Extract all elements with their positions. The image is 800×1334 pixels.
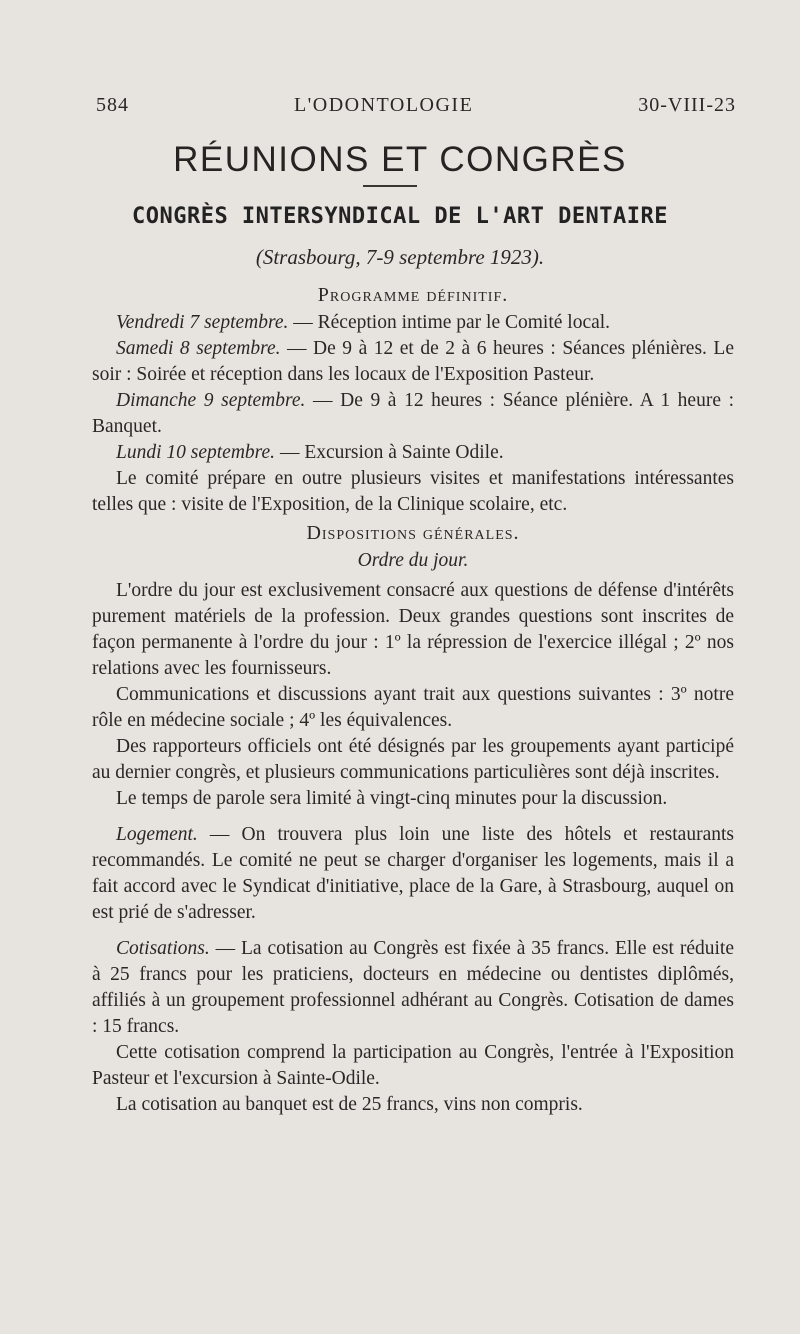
issue-date: 30-VIII-23 bbox=[638, 94, 736, 116]
programme-item: Samedi 8 septembre. — De 9 à 12 et de 2 à 6 heures : Séances plénières. Le soir : Soirée et réception dans les locaux de l'Exposition Pasteur. bbox=[92, 338, 735, 385]
paragraph: Cette cotisation comprend la participation au Congrès, l'entrée à l'Exposition Pasteur et l'excursion à Sainte-Odile. bbox=[92, 1042, 734, 1089]
title-rule bbox=[363, 185, 417, 187]
running-header bbox=[96, 94, 736, 117]
programme-day: Vendredi 7 septembre. bbox=[116, 312, 289, 333]
dispositions-heading: Dispositions générales. bbox=[306, 522, 520, 544]
journal-name: L'ODONTOLOGIE bbox=[293, 94, 474, 116]
section-title: RÉUNIONS ET CONGRÈS bbox=[173, 140, 627, 179]
logement-label: Logement. bbox=[116, 824, 198, 845]
programme-note: Le comité prépare en outre plusieurs visites et manifestations intéressantes telles que : visite de l'Exposition, de la Clinique scolaire, etc. bbox=[92, 468, 734, 515]
programme-item: Dimanche 9 septembre. — De 9 à 12 heures : Séance plénière. A 1 heure : Banquet. bbox=[92, 390, 734, 437]
paragraph: Des rapporteurs officiels ont été désignés par les groupements ayant participé au dernier congrès, et plusieurs communications particulières sont déjà inscrites. bbox=[92, 736, 734, 783]
paragraph: Le temps de parole sera limité à vingt-cinq minutes pour la discussion. bbox=[116, 788, 668, 809]
logement-paragraph: Logement. — On trouvera plus loin une liste des hôtels et restaurants recommandés. Le comité ne peut se charger d'organiser les logements, mais il a fait accord avec le Syndicat d'initiative, place de la Gare, à Strasbourg, auquel on est prié de s'adresser. bbox=[92, 824, 734, 923]
page-number: 584 bbox=[96, 94, 129, 116]
programme-day: Lundi 10 septembre. bbox=[116, 442, 276, 463]
programme-item: Lundi 10 septembre. — Excursion à Sainte Odile. bbox=[116, 442, 504, 463]
ordre-du-jour-heading: Ordre du jour. bbox=[357, 550, 469, 571]
programme-heading: Programme définitif. bbox=[317, 284, 509, 306]
paragraph: L'ordre du jour est exclusivement consacré aux questions de défense d'intérêts purement matériels de la profession. Deux grandes questions sont inscrites de façon permanente à l'ordre du jour : 1º la répression de l'exercice illégal ; 2º nos relations avec les fournisseurs. bbox=[92, 580, 734, 679]
cotisations-label: Cotisations. bbox=[116, 938, 210, 959]
cotisations-paragraph: Cotisations. — La cotisation au Congrès est fixée à 35 francs. Elle est réduite à 25 francs pour les praticiens, docteurs en médecine ou dentistes diplômés, affiliés à un groupement professionnel adhérant au Congrès. Cotisation de dames : 15 francs. bbox=[92, 938, 734, 1037]
article-body bbox=[92, 282, 734, 1118]
paragraph: La cotisation au banquet est de 25 francs, vins non compris. bbox=[116, 1094, 583, 1115]
congress-place-date: (Strasbourg, 7-9 septembre 1923). bbox=[255, 245, 545, 269]
programme-item: Vendredi 7 septembre. — Réception intime par le Comité local. bbox=[116, 312, 611, 333]
congress-title: CONGRÈS INTERSYNDICAL DE L'ART DENTAIRE bbox=[131, 204, 669, 229]
programme-day: Dimanche 9 septembre. bbox=[116, 390, 306, 411]
paragraph: Communications et discussions ayant trait aux questions suivantes : 3º notre rôle en médecine sociale ; 4º les équivalences. bbox=[92, 684, 734, 731]
programme-day: Samedi 8 septembre. bbox=[116, 338, 281, 359]
